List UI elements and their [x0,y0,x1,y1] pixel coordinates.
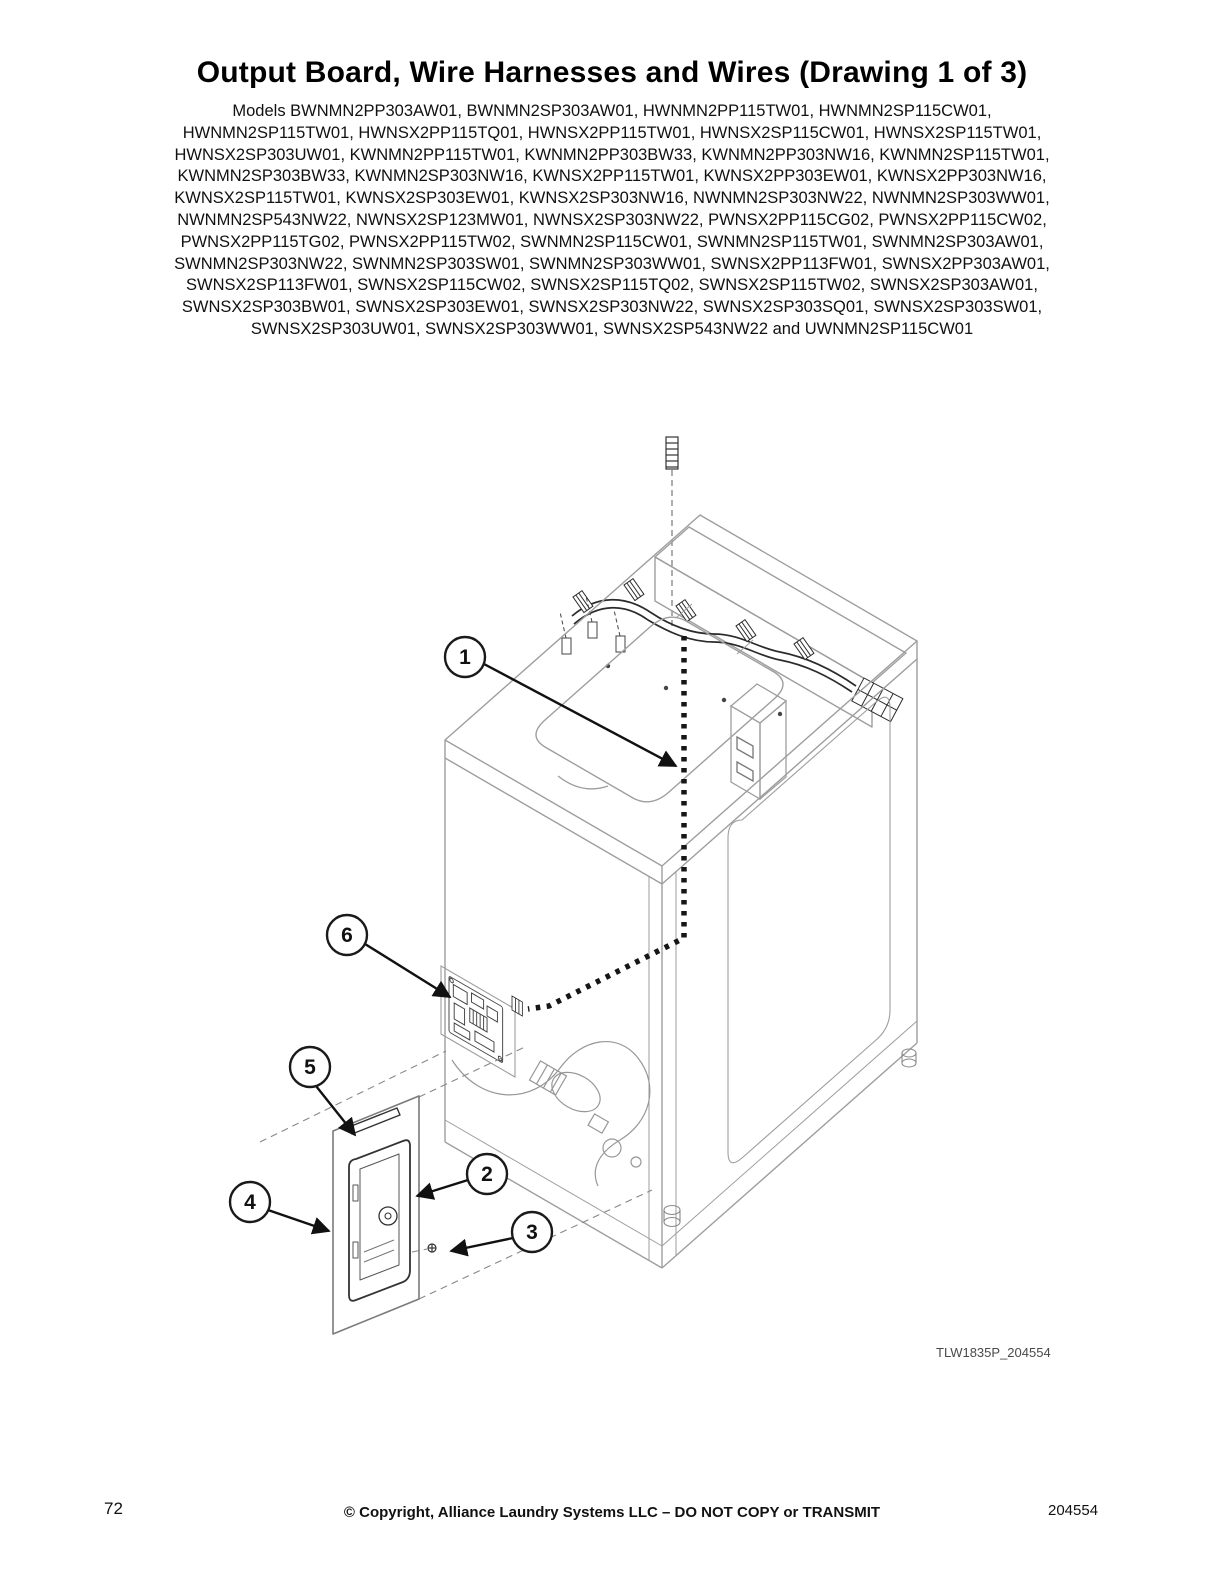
model-line: NWNMN2SP543NW22, NWNSX2SP123MW01, NWNSX2SP303NW22, PWNSX2PP115CG02, PWNSX2PP115CW02, [177,210,1047,229]
callout-1-label: 1 [459,646,471,669]
callout-5-label: 5 [304,1056,316,1079]
callout-4 [230,1182,329,1231]
wire-harness [560,579,903,722]
page-title: Output Board, Wire Harnesses and Wires (Drawing 1 of 3) [196,56,1028,89]
rear-side-panel [728,697,890,1163]
model-line: SWNSX2SP113FW01, SWNSX2SP115CW02, SWNSX2SP115TQ02, SWNSX2SP115TW02, SWNSX2SP303AW01, [186,276,1038,295]
output-board [441,966,522,1077]
callout-6 [327,915,450,997]
mounting-screw [428,1244,436,1252]
harness-routing-dotted-line [528,636,684,1009]
model-line: Models BWNMN2PP303AW01, BWNMN2SP303AW01, HWNMN2PP115TW01, HWNMN2SP115CW01, [232,102,992,120]
copyright-notice: © Copyright, Alliance Laundry Systems LLC – DO NOT COPY or TRANSMIT [343,1504,881,1521]
doc-number: 204554 [1048,1502,1099,1519]
callout-6-label: 6 [341,924,353,947]
model-line: SWNMN2SP303NW22, SWNMN2SP303SW01, SWNMN2SP303WW01, SWNSX2PP113FW01, SWNSX2PP303AW01, [174,254,1050,273]
callout-2-label: 2 [481,1163,493,1186]
figure-code: TLW1835P_204554 [936,1345,1051,1360]
washer-parts-diagram [0,400,1224,1400]
model-line: KWNSX2SP115TW01, KWNSX2SP303EW01, KWNSX2SP303NW16, NWNMN2SP303NW22, NWNMN2SP303WW01, [174,189,1050,208]
page-number: 72 [104,1499,123,1518]
callout-4-label: 4 [244,1191,256,1214]
model-line: KWNMN2SP303BW33, KWNMN2SP303NW16, KWNSX2PP115TW01, KWNSX2PP303EW01, KWNSX2PP303NW16, [177,167,1047,186]
callout-3-label: 3 [526,1221,538,1244]
multi-pin-connector [852,678,903,722]
callout-5 [290,1047,355,1135]
board-mounting-bracket [349,1140,410,1301]
model-line: SWNSX2SP303BW01, SWNSX2SP303EW01, SWNSX2SP303NW22, SWNSX2SP303SQ01, SWNSX2SP303SW01, [181,298,1043,317]
model-line: PWNSX2PP115TG02, PWNSX2PP115TW02, SWNMN2SP115CW01, SWNMN2SP115TW01, SWNMN2SP303AW01, [180,232,1044,251]
leveling-feet [664,1049,916,1227]
model-line: SWNSX2SP303UW01, SWNSX2SP303WW01, SWNSX2SP543NW22 and UWNMN2SP115CW01 [250,319,974,338]
model-line: HWNSX2SP303UW01, KWNMN2PP115TW01, KWNMN2PP303BW33, KWNMN2PP303NW16, KWNMN2SP115TW01, [174,145,1050,164]
callout-3 [451,1212,552,1252]
top-connector-leader [666,437,678,628]
callout-2 [417,1154,507,1196]
callout-1 [445,637,676,766]
model-line: HWNMN2SP115TW01, HWNSX2PP115TQ01, HWNSX2PP115TW01, HWNSX2SP115CW01, HWNSX2SP115TW01, [182,123,1042,142]
model-list [72,101,1152,341]
